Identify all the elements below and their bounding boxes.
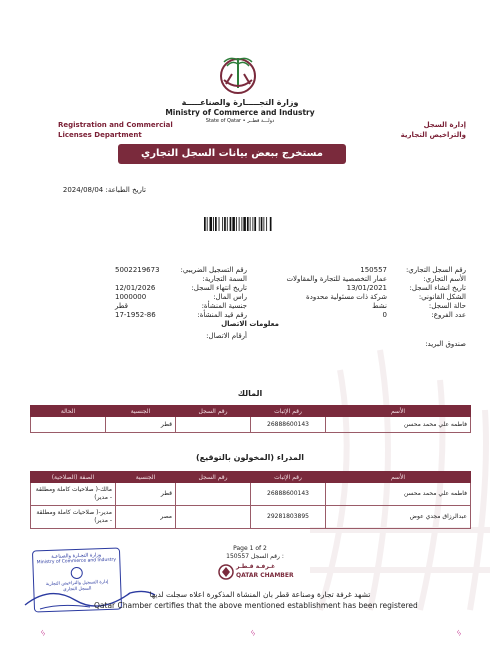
field-value-establishment-id: 17-1952-86 — [115, 311, 156, 319]
right-field-values — [286, 266, 387, 320]
barcode — [204, 217, 296, 231]
ministry-english-name: Ministry of Commerce and Industry — [165, 108, 315, 117]
stamp-english-ministry: Ministry of Commerce and Industry — [36, 557, 117, 566]
owner-section-heading: المالك — [237, 389, 263, 398]
left-field-values — [115, 266, 160, 320]
field-label-branch-count: عدد الفروع: — [431, 311, 466, 319]
certification-english: Qatar Chamber certifies that the above mentioned establishment has been registered — [94, 601, 418, 610]
manager-id: 29281803895 — [251, 506, 326, 529]
managers-section-heading: المدراء (المخولون بالتوقيع) — [195, 453, 305, 462]
field-value-nationality: قطر — [115, 302, 128, 310]
manager-reg — [176, 506, 251, 529]
managers-table — [30, 471, 471, 529]
footer-reg-value: 150557 — [226, 553, 250, 560]
field-label-capital: راس المال: — [213, 293, 247, 301]
owner-status — [31, 417, 106, 433]
department-english-line1: Registration and Commercial — [58, 121, 173, 129]
col-id: رقم الإثبات — [251, 472, 326, 483]
qatar-emblem-logo — [214, 50, 262, 96]
department-english-line2: Licenses Department — [58, 131, 142, 139]
manager-nationality: قطر — [116, 483, 176, 506]
chamber-english-name: QATAR CHAMBER — [236, 572, 294, 579]
field-label-cr-number: رقم السجل التجاري: — [405, 266, 466, 274]
chamber-arabic-name: غـرفـة قـطـر — [236, 563, 276, 570]
footer-reg — [205, 552, 305, 561]
print-date — [62, 186, 146, 195]
department-arabic-line1: إدارة السجل — [423, 121, 466, 129]
footer-reg-label: رقم السجل : — [250, 553, 284, 560]
field-value-cr-status: نشط — [372, 302, 387, 310]
field-value-tax-number: 5002219673 — [115, 266, 160, 274]
manager-id: 26888600143 — [251, 483, 326, 506]
field-value-capital: 1000000 — [115, 293, 147, 301]
field-label-expiry-date: تاريخ انتهاء السجل: — [191, 284, 247, 292]
field-label-trade-name: الأسم التجاري: — [423, 275, 466, 283]
contact-info-heading: معلومات الاتصال — [221, 320, 279, 328]
state-of-qatar-line: State of Qatar • دولـــة قطــر — [205, 118, 275, 124]
certification-arabic: تشهد غرفة تجارة وصناعة قطر بان المنشاة المذكورة اعلاه سجلت لديها — [149, 590, 371, 599]
col-status: الحالة — [31, 406, 106, 417]
managers-table-header — [31, 472, 471, 483]
table-row — [31, 506, 471, 529]
owner-name: فاطمه علي محمد محسن — [326, 417, 471, 433]
phone-numbers-label: أرقام الاتصال: — [206, 332, 247, 340]
left-field-labels — [181, 266, 247, 320]
field-value-branch-count: 0 — [382, 311, 387, 319]
department-arabic-line2: والتراخيص التجارية — [400, 131, 466, 139]
stamp-arabic-ministry: وزارة التجـارة والصناعـة — [51, 552, 102, 560]
field-label-creation-date: تاريخ انشاء السجل: — [409, 284, 466, 292]
table-row — [31, 483, 471, 506]
col-reg: رقم السجل — [176, 472, 251, 483]
field-value-cr-number: 150557 — [360, 266, 387, 274]
field-label-tax-number: رقم التسجيل الضريبي: — [180, 266, 247, 274]
field-label-cr-status: حالة السجل: — [428, 302, 466, 310]
manager-role: مالك-( صلاحيات كاملة ومطلقة - مدير) — [31, 483, 116, 506]
col-reg: رقم السجل — [176, 406, 251, 417]
document-title-bar: مستخرج ببعض بيانات السجل التجاري — [118, 144, 346, 164]
field-label-establishment-id: رقم قيد المنشأة: — [197, 311, 247, 319]
owner-table-header — [31, 406, 471, 417]
table-row — [31, 417, 471, 433]
field-label-nationality: جنسية المنشأة: — [201, 302, 247, 310]
col-name: الأسم — [326, 472, 471, 483]
manager-reg — [176, 483, 251, 506]
owner-id: 26888600143 — [251, 417, 326, 433]
qatar-chamber-logo-icon — [218, 564, 234, 580]
manager-role: مدير-( صلاحيات كاملة ومطلقة - مدير) — [31, 506, 116, 529]
col-id: رقم الإثبات — [251, 406, 326, 417]
owner-nationality: قطر — [106, 417, 176, 433]
field-value-creation-date: 13/01/2021 — [346, 284, 387, 292]
col-name: الأسم — [326, 406, 471, 417]
field-label-legal-form: الشكل القانوني: — [418, 293, 466, 301]
print-date-value: 2024/08/04 — [62, 186, 104, 194]
page-number: Page 1 of 2 — [233, 545, 267, 552]
stamp-arabic-registry: السجل التجاري — [63, 586, 92, 593]
decorative-mark: ᛃ — [40, 628, 46, 639]
owner-reg — [176, 417, 251, 433]
po-box-label: صندوق البريد: — [425, 340, 466, 348]
field-value-trademark — [115, 275, 160, 284]
col-nationality: الجنسية — [116, 472, 176, 483]
manager-name: عبدالرزاق مجدي عوض — [326, 506, 471, 529]
owner-table — [30, 405, 471, 433]
print-date-label: تاريخ الطباعة: — [105, 186, 146, 194]
field-label-trademark: السمة التجارية: — [202, 275, 247, 283]
right-field-labels — [406, 266, 466, 320]
col-nationality: الجنسية — [106, 406, 176, 417]
field-value-expiry-date: 12/01/2026 — [115, 284, 156, 292]
manager-nationality: مصر — [116, 506, 176, 529]
col-role: الصفة (الصلاحية) — [31, 472, 116, 483]
ministry-arabic-name: وزارة التجـــــارة والصناعـــــة — [181, 98, 299, 107]
field-value-legal-form: شركة ذات مسئولية محدودة — [306, 293, 387, 301]
stamp-arabic-department: إدارة التسجيل والتراخيص التجارية — [45, 579, 109, 588]
field-value-trade-name: عمار التخصصية للتجارة والمقاولات — [286, 275, 387, 283]
decorative-mark: ᛃ — [456, 628, 462, 639]
manager-name: فاطمه علي محمد محسن — [326, 483, 471, 506]
decorative-mark: ᛃ — [250, 628, 256, 639]
